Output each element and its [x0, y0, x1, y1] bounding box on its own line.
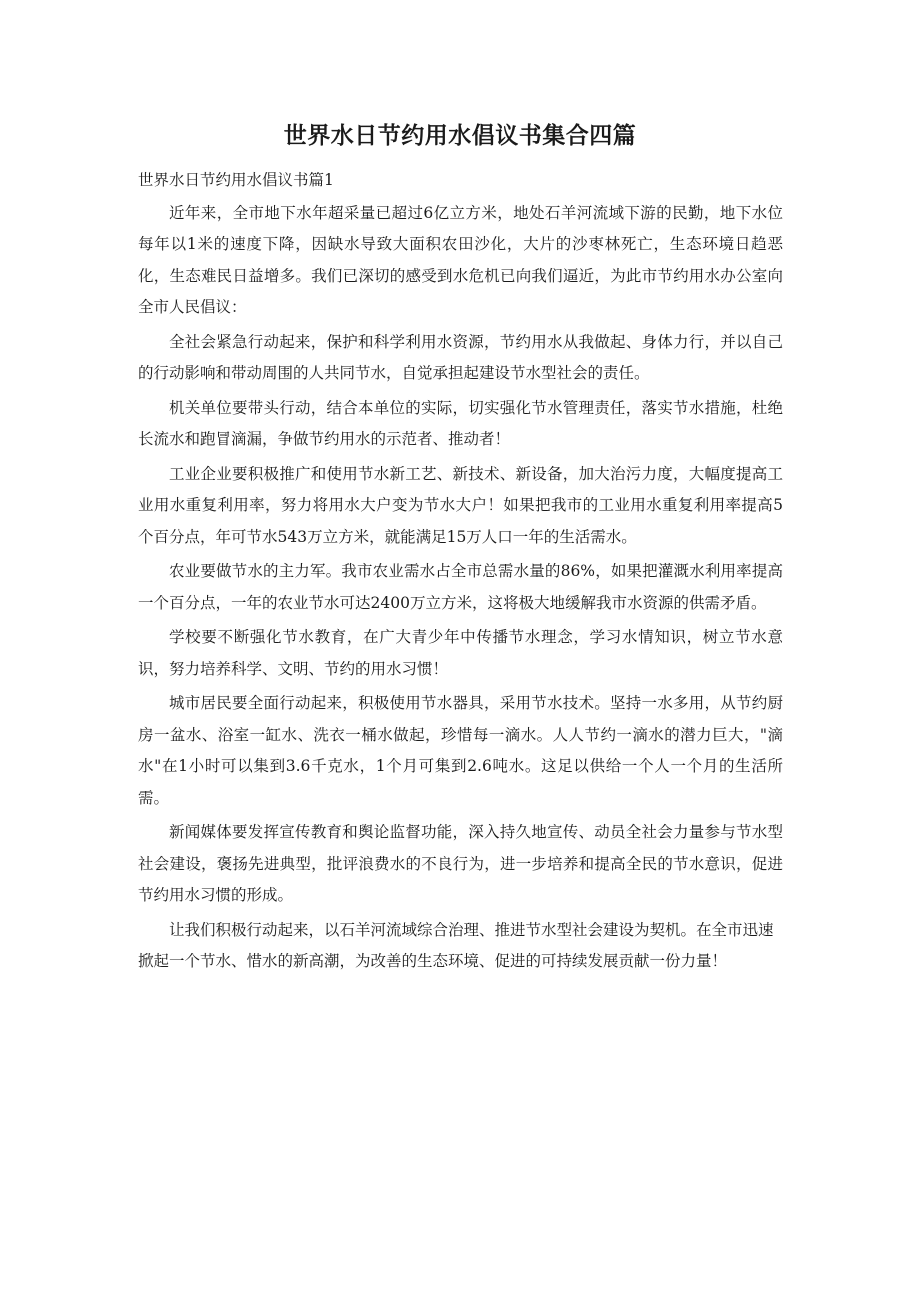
paragraph: 城市居民要全面行动起来，积极使用节水器具，采用节水技术。坚持一水多用，从节约厨房一盆水、浴室一缸水、洗衣一桶水做起，珍惜每一滴水。人人节约一滴水的潜力巨大，"滴水"在1小时可以集到3.6千克水，1个月可集到2.6吨水。这足以供给一个人一个月的生活所需。 — [138, 694, 783, 807]
paragraph: 学校要不断强化节水教育，在广大青少年中传播节水理念，学习水情知识，树立节水意识，努力培养科学、文明、节约的用水习惯！ — [138, 628, 783, 678]
paragraph: 农业要做节水的主力军。我市农业需水占全市总需水量的86%，如果把灌溉水利用率提高一个百分点，一年的农业节水可达2400万立方米，这将极大地缓解我市水资源的供需矛盾。 — [138, 562, 783, 612]
paragraph: 机关单位要带头行动，结合本单位的实际，切实强化节水管理责任，落实节水措施，杜绝长流水和跑冒滴漏，争做节约用水的示范者、推动者！ — [138, 398, 783, 448]
paragraph: 让我们积极行动起来，以石羊河流域综合治理、推进节水型社会建设为契机。在全市迅速掀起一个节水、惜水的新高潮，为改善的生态环境、促进的可持续发展贡献一份力量！ — [138, 920, 774, 970]
document-title: 世界水日节约用水倡议书集合四篇 — [283, 123, 637, 149]
paragraph: 工业企业要积极推广和使用节水新工艺、新技术、新设备，加大治污力度，大幅度提高工业用水重复利用率，努力将用水大户变为节水大户！如果把我市的工业用水重复利用率提高5个百分点，年可节水543万立方米，就能满足15万人口一年的生活需水。 — [138, 464, 783, 546]
section-heading: 世界水日节约用水倡议书篇1 — [138, 171, 334, 189]
paragraph: 近年来，全市地下水年超采量已超过6亿立方米，地处石羊河流域下游的民勤，地下水位每年以1米的速度下降，因缺水导致大面积农田沙化，大片的沙枣林死亡，生态环境日趋恶化，生态难民日益增多。我们已深切的感受到水危机已向我们逼近，为此市节约用水办公室向全市人民倡议： — [138, 203, 783, 316]
paragraph: 新闻媒体要发挥宣传教育和舆论监督功能，深入持久地宣传、动员全社会力量参与节水型社会建设，褒扬先进典型，批评浪费水的不良行为，进一步培养和提高全民的节水意识，促进节约用水习惯的形成。 — [138, 823, 783, 904]
paragraph: 全社会紧急行动起来，保护和科学利用水资源，节约用水从我做起、身体力行，并以自己的行动影响和带动周围的人共同节水，自觉承担起建设节水型社会的责任。 — [138, 332, 783, 382]
document-body — [138, 165, 783, 981]
